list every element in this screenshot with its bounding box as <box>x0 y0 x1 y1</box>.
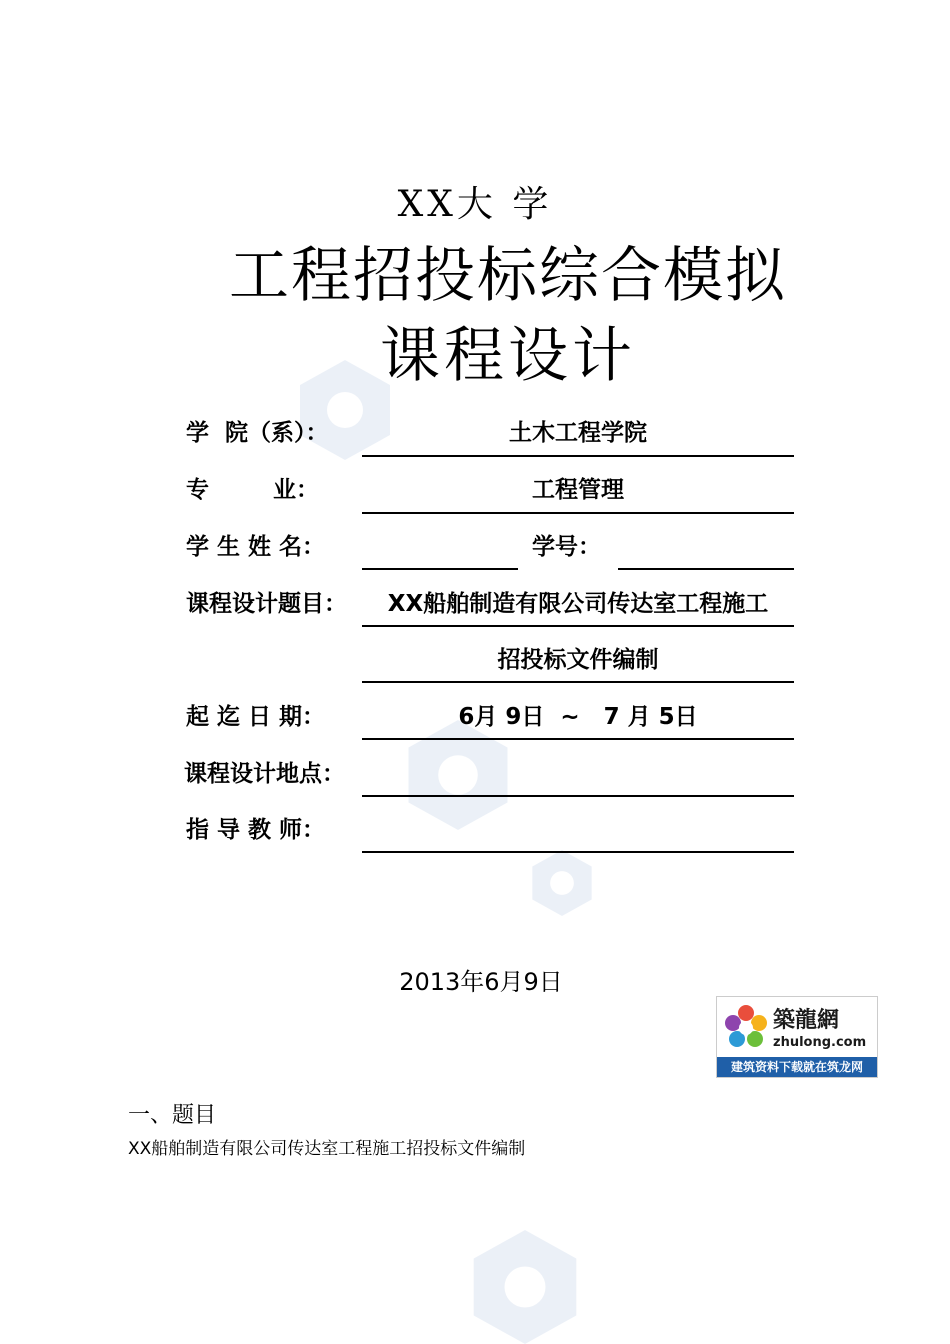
advisor-underline <box>362 851 794 853</box>
major-value: 工程管理 <box>532 477 624 503</box>
dates-underline <box>362 738 794 740</box>
logo-slogan: 建筑资料下载就在筑龙网 <box>717 1057 877 1077</box>
document-date: 2013年6月9日 <box>399 968 563 996</box>
dates-value: 6月 9日 ~ 7 月 5日 <box>458 704 698 730</box>
advisor-label: 指 导 教 师： <box>186 817 326 843</box>
watermark-flower-icon <box>408 720 508 830</box>
location-underline <box>362 795 794 797</box>
topic-value-line1: XX船舶制造有限公司传达室工程施工 <box>387 591 769 617</box>
topic-label: 课程设计题目： <box>186 591 347 617</box>
document-title-line2: 课程设计 <box>380 321 636 391</box>
logo-domain: zhulong.com <box>773 1035 867 1050</box>
section-body: XX船舶制造有限公司传达室工程施工招投标文件编制 <box>128 1139 526 1159</box>
topic-underline1 <box>362 625 794 627</box>
zhulong-flower-icon <box>723 1003 769 1053</box>
topic-underline2 <box>362 681 794 683</box>
college-underline <box>362 455 794 457</box>
student-id-underline <box>618 568 794 570</box>
dates-label: 起 迄 日 期： <box>186 704 326 730</box>
student-id-label: 学号： <box>532 534 601 560</box>
student-name-label: 学 生 姓 名： <box>186 534 326 560</box>
watermark-flower-icon <box>470 1230 580 1344</box>
zhulong-logo <box>716 996 878 1078</box>
college-label: 学 院（系）： <box>186 420 329 446</box>
student-name-underline <box>362 568 518 570</box>
section-heading: 一、题目 <box>128 1103 217 1128</box>
location-label: 课程设计地点： <box>184 761 345 787</box>
major-label: 专 业： <box>186 477 320 503</box>
major-underline <box>362 512 794 514</box>
watermark-flower-icon <box>532 850 592 916</box>
topic-value-line2: 招投标文件编制 <box>497 647 659 673</box>
university-name: XX大 学 <box>397 184 553 225</box>
document-title-line1: 工程招投标综合模拟 <box>229 241 787 311</box>
college-value: 土木工程学院 <box>509 420 647 446</box>
logo-chinese-name: 築龍網 <box>773 1008 840 1033</box>
